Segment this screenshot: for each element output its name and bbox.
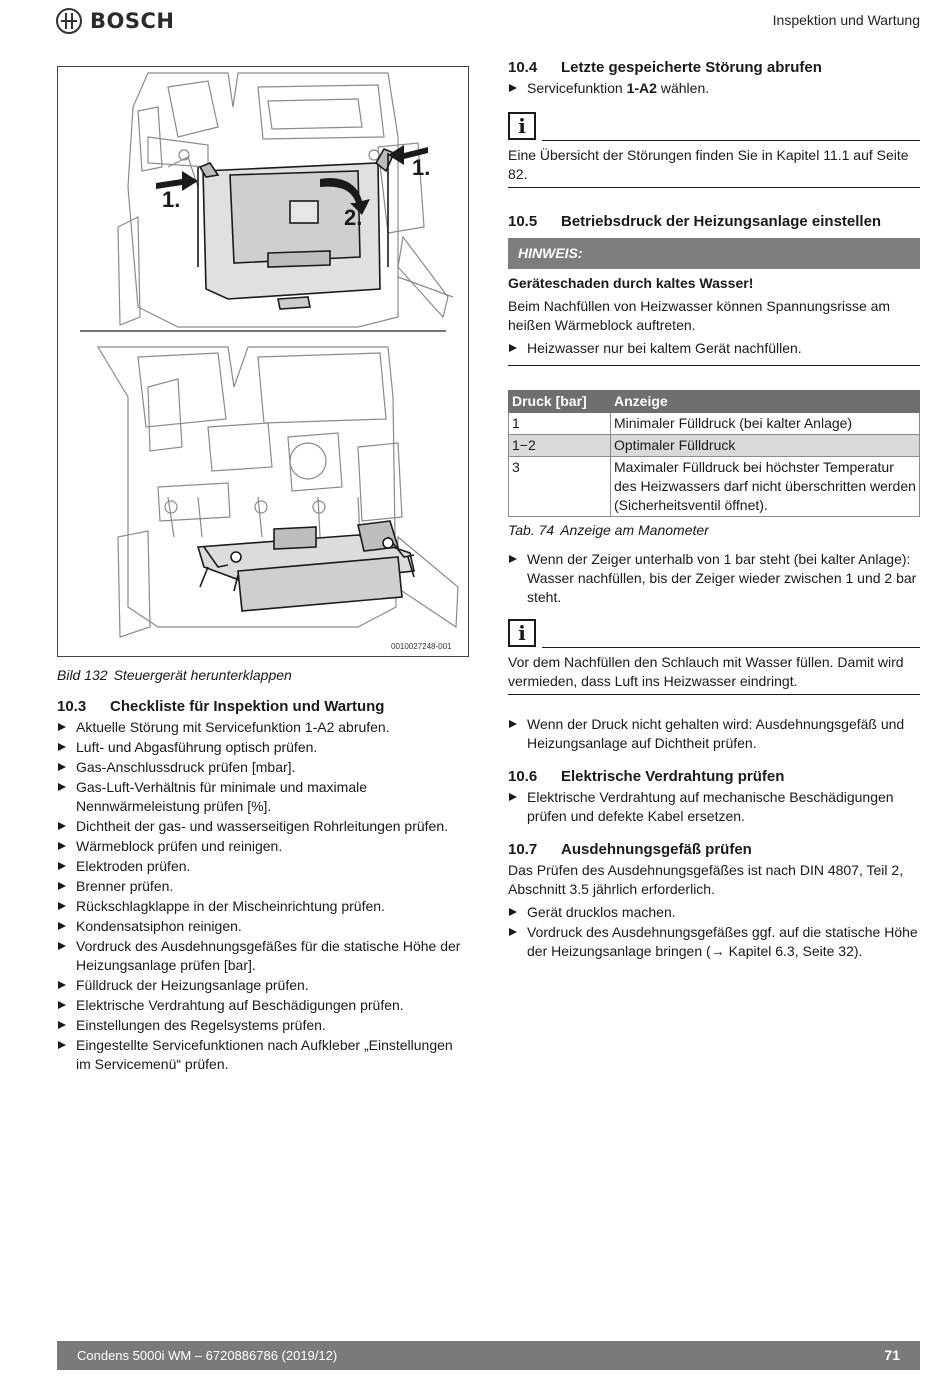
list-item: Elektrische Verdrahtung auf mechanische Beschädigungen prüfen und defekte Kabel ersetzen. [508,788,920,826]
heading-title: Ausdehnungsgefäß prüfen [561,841,752,858]
warning-end [508,339,920,366]
list-item: Einstellungen des Regelsystems prüfen. [57,1016,469,1035]
list-item: Gas-Luft-Verhältnis für minimale und maximale Nennwärmeleistung prüfen [%]. [57,778,469,816]
list-10-7 [508,903,920,961]
table-cell: Minimaler Fülldruck (bei kalter Anlage) [611,413,920,435]
running-head: Inspektion und Wartung [772,12,920,28]
heading-title: Elektrische Verdrahtung prüfen [561,768,785,785]
bosch-armature-icon [56,8,82,34]
list-10-4 [508,79,920,98]
table-caption-text: Anzeige am Manometer [560,522,709,538]
list-item: Wenn der Zeiger unterhalb von 1 bar steht (bei kalter Anlage): Wasser nachfüllen, bis der Zeiger wieder zwischen 1 und 2 bar steht. [508,550,920,607]
list-10-6 [508,788,920,826]
list-item: Luft- und Abgasführung optisch prüfen. [57,738,469,757]
table-row [509,413,920,435]
item-text: Servicefunktion [527,80,627,96]
list-item: Kondensatsiphon reinigen. [57,917,469,936]
note-text: Eine Übersicht der Störungen finden Sie in Kapitel 11.1 auf Seite 82. [508,142,920,188]
figure-code: 0010027248-001 [391,642,452,651]
pressure-table [508,390,920,517]
figure-caption-text: Steuergerät herunterklappen [113,667,292,683]
figure-caption-number: Bild 132 [57,667,108,683]
heading-10-3 [57,697,469,717]
list-item: Aktuelle Störung mit Servicefunktion 1-A2 abrufen. [57,718,469,737]
list-item: Dichtheit der gas- und wasserseitigen Rohrleitungen prüfen. [57,817,469,836]
table-cell: Optimaler Fülldruck [611,435,920,457]
figure-caption [57,666,298,685]
list-after-note [508,715,920,753]
list-item: Vordruck des Ausdehnungsgefäßes für die statische Höhe der Heizungsanlage prüfen [bar]. [57,937,469,975]
label-step-2: 2. [344,205,363,230]
list-after-table [508,550,920,607]
heading-number: 10.6 [508,768,538,785]
table-row [509,435,920,457]
list-item: Brenner prüfen. [57,877,469,896]
heading-number: 10.5 [508,213,538,230]
figure-illustration [58,67,469,657]
list-item: Wenn der Druck nicht gehalten wird: Ausdehnungsgefäß und Heizungsanlage auf Dichtheit prüfen. [508,715,920,753]
heading-10-6 [508,767,920,787]
item-text: wählen. [656,80,710,96]
note-rule [542,140,920,141]
list-item: Gas-Anschlussdruck prüfen [mbar]. [57,758,469,777]
note-header [508,619,920,649]
table-header: Anzeige [611,391,920,413]
heading-10-5 [508,212,920,232]
info-icon: i [508,619,536,647]
section-10-5 [508,212,920,753]
list-item: Elektroden prüfen. [57,857,469,876]
warning-label: HINWEIS: [508,238,920,269]
table-header-row [509,391,920,413]
right-column [508,58,920,962]
list-item: Wärmeblock prüfen und reinigen. [57,837,469,856]
note-text: Vor dem Nachfüllen den Schlauch mit Wasser füllen. Damit wird vermieden, dass Luft ins Heizwasser eindringt. [508,649,920,695]
service-code: 1-A2 [626,80,657,96]
info-icon: i [508,112,536,140]
heading-title: Letzte gespeicherte Störung abrufen [561,59,822,76]
section-10-3 [57,697,469,1075]
heading-number: 10.7 [508,841,538,858]
heading-title: Betriebsdruck der Heizungsanlage einstellen [561,213,882,230]
list-item: Rückschlagklappe in der Mischeinrichtung prüfen. [57,897,469,916]
brand-name: BOSCH [90,8,175,33]
page-number: 71 [884,1347,900,1363]
brand-logo [56,8,174,34]
warning-list [508,339,920,358]
table-header: Druck [bar] [509,391,611,413]
table-row [509,457,920,517]
list-item: Elektrische Verdrahtung auf Beschädigungen prüfen. [57,996,469,1015]
table-cell: Maximaler Fülldruck bei höchster Temperatur des Heizwassers darf nicht überschritten werden (Sicherheitsventil öffnet). [611,457,920,517]
list-item: Heizwasser nur bei kaltem Gerät nachfüllen. [508,339,920,358]
heading-title: Checkliste für Inspektion und Wartung [110,698,385,715]
table-cell: 3 [509,457,611,517]
section-10-7 [508,840,920,961]
table-cell: 1−2 [509,435,611,457]
warning-text: Beim Nachfüllen von Heizwasser können Spannungsrisse am heißen Wärmeblock auftreten. [508,298,891,333]
section-text: Das Prüfen des Ausdehnungsgefäßes ist nach DIN 4807, Teil 2, Abschnitt 3.5 jährlich erforderlich. [508,862,904,897]
warning-title: Geräteschaden durch kaltes Wasser! [508,275,754,291]
list-item: Eingestellte Servicefunktionen nach Aufkleber „Einstellungen im Servicemenü“ prüfen. [57,1036,469,1074]
heading-number: 10.3 [57,698,87,715]
section-10-4 [508,58,920,188]
table-caption-number: Tab. 74 [508,522,555,538]
list-item: Gerät drucklos machen. [508,903,920,922]
heading-number: 10.4 [508,59,538,76]
figure-steuergeraet [57,66,469,657]
list-item: Fülldruck der Heizungsanlage prüfen. [57,976,469,995]
section-10-6 [508,767,920,826]
table-caption [508,521,920,540]
label-step-1-right: 1. [412,155,431,180]
footer-product: Condens 5000i WM – 6720886786 (2019/12) [77,1348,338,1363]
checklist [57,718,469,1074]
list-item: Vordruck des Ausdehnungsgefäßes ggf. auf die statische Höhe der Heizungsanlage bringen (→ Kapitel 6.3, Seite 32). [508,923,920,961]
heading-10-4 [508,58,920,78]
list-item [508,79,920,98]
note-rule [542,647,920,648]
table-cell: 1 [509,413,611,435]
label-step-1-left: 1. [162,187,181,212]
footer-bar [57,1341,920,1370]
heading-10-7 [508,840,920,860]
note-header [508,112,920,142]
